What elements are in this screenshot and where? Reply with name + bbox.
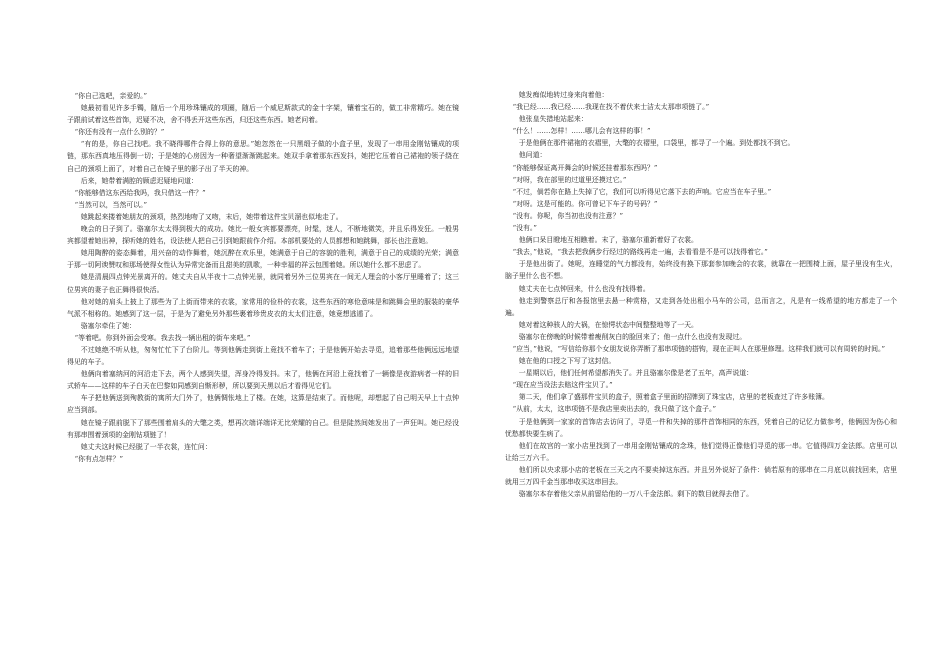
paragraph: 骆塞尔牵住了她： xyxy=(80,321,136,330)
paragraph: 第二天，他们拿了盛那件宝贝的盒子，照着盒子里面的招牌到了珠宝店，店里的老板查过了许多账簿。 xyxy=(518,393,829,402)
paragraph: 于是他俩到一家家的首饰店去访问了，寻觅一件和失掉的那件首饰相同的东西，凭着自己的记忆力做参考，他俩因为伤心和忧愁都快要生病了。 xyxy=(505,417,897,438)
paragraph: “我去，”他说，“我去把我俩步行经过的路线再走一遍，去看看是不是可以找得着它。” xyxy=(512,248,768,257)
paragraph: “当然可以，当然可以。” xyxy=(74,200,148,209)
paragraph: 她丈夫这时候已经脱了一半衣裳，连忙问： xyxy=(80,442,212,451)
paragraph: 一星期以后，他们任何希望都消失了。并且骆塞尔像是老了五年，高声说道： xyxy=(518,369,754,378)
paragraph: “没有。” xyxy=(512,224,537,233)
paragraph: 她发痴似地转过身来向着他： xyxy=(518,91,609,99)
paragraph: “你自己选吧，亲爱的。” xyxy=(74,92,148,100)
paragraph: “你能够保证离开舞会的时候还挂着那东西吗？” xyxy=(512,163,658,172)
paragraph: 于是他俩在那件裙袍的衣褶里，大氅的衣褶里，口袋里，都寻了一个遍。到处都找不到它。 xyxy=(518,139,795,148)
paragraph: “没有。你呢，你当初也没有注意？” xyxy=(512,211,623,220)
paragraph: “从前，太太，这串项链不是我店里卖出去的，我只做了这个盒子。” xyxy=(512,405,716,414)
paragraph: 不过她绝不听从他，匆匆忙忙下了台阶儿。等到他俩走到街上竟找不着车了；于是他俩开始去寻觅，追着那些他俩远远地望得见的车子。 xyxy=(67,345,459,367)
paragraph: “应当，”他说，“写信给你那个女朋友说你弄断了那串项链的搭钩，现在正叫人在那里修理。这样我们就可以有周转的时间。” xyxy=(512,344,885,353)
paragraph: “你有点怎样？” xyxy=(74,454,123,463)
paragraph: “对呀。这是可能的。你可曾记下车子的号码？” xyxy=(512,199,658,208)
paragraph: “你能够借这东西给我吗，我只借这一件？” xyxy=(74,188,206,197)
paragraph: 她在他的口授之下写了这封信。 xyxy=(518,357,616,366)
paragraph: 车子把他俩送到殉教街的寓所大门外了，他俩惆怅地上了楼。在她，这算是结束了。而他呢，却想起了自己明天早上十点钟应当到部。 xyxy=(67,394,459,415)
paragraph: “有的是，你自己找吧。我不晓得哪件合得上你的意思。”她忽然在一只黑缎子做的小盒子里，发现了一串用金刚钻镶成的项链，那东西真地压得倒一切；于是她的心房因为一种奢望渐渐跳起来。她双手拿着那东西发抖，她把它压着自己裙袍的领子绕在自己的颈项上面了，对着自己在镜子里的影子出了半天的神。 xyxy=(67,140,459,173)
paragraph: 他张皇失措地站起来： xyxy=(518,115,588,124)
paragraph: 她在镜子跟前脱下了那些围着肩头的大氅之类，想再次端详端详无比荣耀的自己。但是陡然间她发出了一声狂叫。她已经没有那串围着颈项的金刚钻项链了！ xyxy=(67,418,459,439)
paragraph: 骆塞尔本存着他父亲从前留给他的一万八千金法郎。剩下的数目就得去借了。 xyxy=(518,490,754,499)
paragraph: “我已经……我已经……我现在找不着伏来士洁太太那串项链了。” xyxy=(512,103,710,112)
paragraph: 他俩向着塞纳河的河沿走下去，两个人感到失望，浑身冷得发抖。末了，他俩在河沿上竟找着了一辆像是夜游病者一样的旧式轿车——这样的车子白天在巴黎如同感到自惭形秽，所以要到天黑以后才看得见它们。 xyxy=(67,370,459,391)
paragraph: 他走到警察总厅和各报馆里去悬一种赏格，又走到各处出租小马车的公司，总而言之，凡是有一线希望的地方都走了一个遍。 xyxy=(505,296,897,317)
paragraph: 他们所以央求那小店的老板在三天之内不要卖掉这东西。并且另外说好了条件：倘若原有的那串在二月底以前找回来，店里就用三万四千金当那串收买这串回去。 xyxy=(505,465,897,486)
left-column xyxy=(67,90,459,465)
paragraph: 他们在故宫的一家小店里找到了一串用金刚钻镶成的念珠，他们觉得正像他们寻觅的那一串。它值得四万金法郎。店里可以让给三万六千。 xyxy=(505,441,897,462)
paragraph: 后来，她带着满腔的顾虑迟疑地问道： xyxy=(80,176,198,185)
paragraph: “不过，倘若你在路上失掉了它，我们可以听得见它落下去的声响。它应当在车子里。” xyxy=(512,187,772,196)
paragraph: 她是清晨四点钟光景离开的。她丈夫自从半夜十二点钟光景，就同着另外三位男宾在一间无人理会的小客厅里睡着了；这三位男宾的妻子也正舞得很快活。 xyxy=(67,273,459,294)
paragraph: 他俩口呆目瞪地互相瞧着。末了，骆塞尔重新着好了衣裳。 xyxy=(518,236,698,245)
paragraph: 他对她的肩头上披上了那些为了上街而带来的衣裳，家常用的俭朴的衣裳，这些东西的寒伧意味是和跳舞会里的服装的豪华气派不相称的。她感到了这一层，于是为了避免另外那些裹着珍贵皮衣的太太们注意，她竟想逃遁了。 xyxy=(67,297,459,318)
paragraph: 她跳起来搂着她朋友的颈项，热烈地吻了又吻，末后，她带着这件宝贝溜也似地走了。 xyxy=(80,212,343,221)
paragraph: 于是他出街了。她呢，连睡觉的气力都没有，始终没有换下那套参加晚会的衣裳，就靠在一把围椅上面，屋子里没有生火，脑子里什么也不想。 xyxy=(505,260,897,281)
paragraph: 骆塞尔在傍晚的时候带着瘦削灰白的脸回来了；他一点什么也没有发现过。 xyxy=(518,332,747,341)
paragraph: 她最初看见许多手镯，随后一个用珍珠镶成的项圈，随后一个威尼斯款式的金十字架，镶着宝石的，做工非常精巧。她在镜子跟前试着这些首饰，迟疑不决，舍不得丢开这些东西，归还这些东西。她老问着。 xyxy=(67,104,459,125)
paragraph: 她用陶醉的姿态舞着，用兴奋的动作舞着，她沉醉在欢乐里，她满意于自己的容貌的胜利，满意于自己的成绩的光荣；满意于那一切阿谀赞叹和那场使得女性认为异常完备而且甜美的凯歌，一种幸福的祥云包围着她。所以她什么都不思虑了。 xyxy=(67,249,459,270)
paragraph: “等着吧。你到外面会受寒。我去找一辆出租的街车来吧。” xyxy=(74,333,251,342)
paragraph: 她丈夫在七点钟回来，什么也没有找得着。 xyxy=(518,284,650,293)
right-column xyxy=(505,89,897,500)
paragraph: “对呀，我在部里的过道里还摸过它。” xyxy=(512,175,627,184)
paragraph: “现在应当设法去赔这件宝贝了。” xyxy=(512,381,613,390)
paragraph: 她对着这种骇人的大祸，在惊愕状态中间整整地等了一天。 xyxy=(518,320,698,329)
paragraph: 他问道： xyxy=(518,151,547,160)
paragraph: “你还有没有一点什么别的？” xyxy=(74,128,165,137)
paragraph: 晚会的日子到了。骆塞尔太太得到极大的成功。她比一般女宾都要漂亮，时髦，迷人，不断地微笑，并且乐得发狂。一般男宾都望着她出神，探听她的姓名，设法使人把自己引到她跟前作介绍。本部机要处的人员都想和她跳舞，部长也注意她。 xyxy=(67,225,459,246)
paragraph: “什么！……怎样！……哪儿会有这样的事！” xyxy=(512,127,651,136)
